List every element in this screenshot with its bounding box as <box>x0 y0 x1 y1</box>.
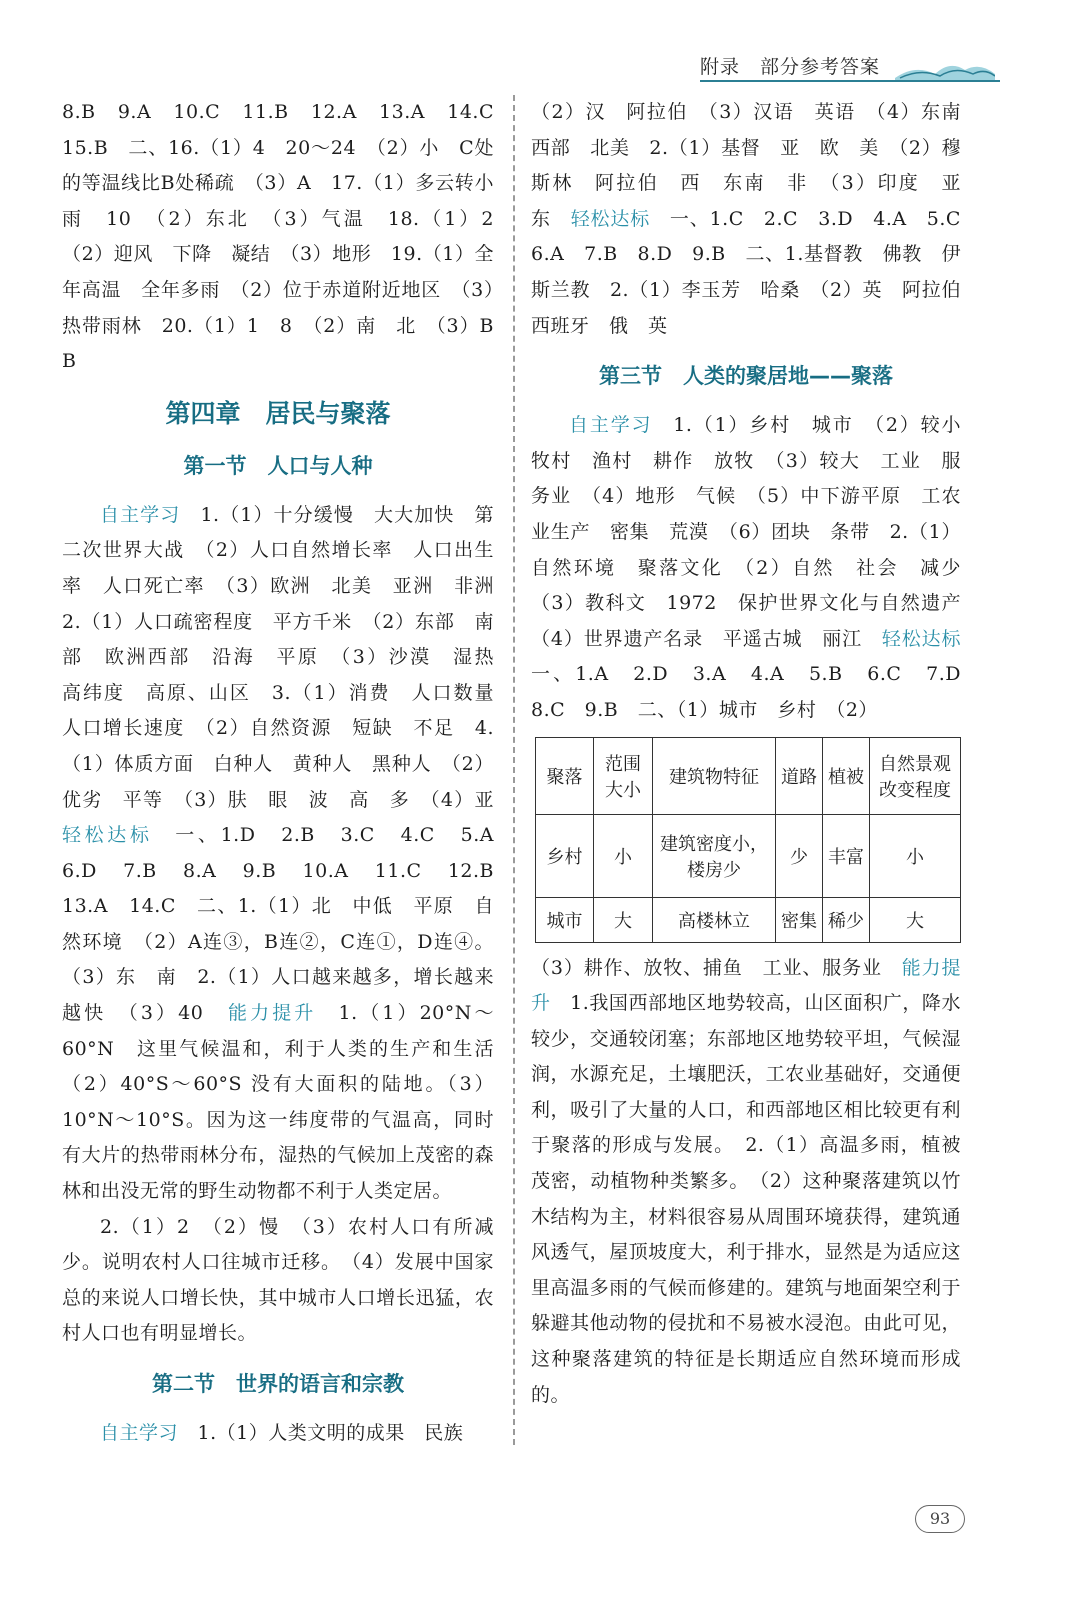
table-cell: 城市 <box>536 897 594 942</box>
answers-text: （2）汉 阿拉伯 （3）汉语 英语 （4）东南 西部 北美 2.（1）基督 亚 欧 美 （2）穆斯林 阿拉伯 西 东南 非 （3）印度 亚 东 <box>531 101 981 230</box>
label-easy: 轻松达标 <box>62 824 153 847</box>
label-advanced: 能力提升 <box>531 956 961 1015</box>
table-cell: 乡村 <box>536 814 594 897</box>
right-column <box>531 95 981 1413</box>
answers-text: 一、1.C 2.C 3.D 4.A 5.C 6.A 7.B 8.D 9.B 二、1.基督教 佛教 伊斯兰教 2.（1）李玉芳 哈桑 （2）英 阿拉伯 西班牙 俄 英 <box>531 207 981 337</box>
section-title: 第三节 人类的聚居地——聚落 <box>599 364 893 389</box>
answers-text: 1.（1）十分缓慢 大大加快 第二次世界大战 （2）人口自然增长率 人口出生率 人口死亡率 （3）欧洲 北美 亚洲 非洲 2.（1）人口疏密程度 平方千米 （2）东部 南部 欧洲西部 沿海 平原 （3）沙漠 湿热 高纬度 高原、山区 3.（1）消费 人口数量 人口增长速度 （2）自然资源 短缺 不足 4.（1）体质方面 白种人 黄种人 黑种人 （2）优劣 平等 （3）肤 眼 波 高 多 （4）亚 <box>62 503 514 811</box>
section-title: 第一节 人口与人种 <box>183 453 373 478</box>
label-easy: 轻松达标 <box>881 627 961 650</box>
answers-text: 1.我国西部地区地势较高，山区面积广，降水较少，交通较闭塞；东部地区地势较平坦，气候湿润，水源充足，土壤肥沃，工农业基础好，交通便利，吸引了大量的人口，和西部地区相比较更有利于聚落的形成与发展。 2.（1）高温多雨，植被茂密，动植物种类繁多。 （2）这种聚落建筑以竹木结构为主，材料很容易从周围环境获得，建筑通风透气，屋顶坡度大，利于排水，显然是为适应这里高温多雨的气候而修建的。建筑与地面架空利于躲避其他动物的侵扰和不易被水浸泡。由此可见，这种聚落建筑的特征是长期适应自然环境而形成的。 <box>531 992 961 1406</box>
table-row <box>536 897 961 942</box>
table-cell: 稀少 <box>823 897 870 942</box>
answers-text: （3）耕作、放牧、捕鱼 工业、服务业 <box>531 956 902 979</box>
table-header: 自然景观改变程度 <box>870 737 961 814</box>
page-header <box>700 52 1000 82</box>
table-cell: 少 <box>776 814 823 897</box>
answers-text: 一、1.D 2.B 3.C 4.C 5.A 6.D 7.B 8.A 9.B 10.A 11.C 12.B 13.A 14.C 二、1.（1）北 中低 平原 自然环境 （2）A连③，B连②，C连①，D连④。（3）东 南 2.（1）人口越来越多，增长越来越快 （3）40 <box>62 824 514 1025</box>
header-rule <box>700 80 1000 82</box>
answers-text: 1.（1）乡村 城市 （2）较小 牧村 渔村 耕作 放牧 （3）较大 工业 服务业 （4）地形 气候 （5）中下游平原 工农业生产 密集 荒漠 （6）团块 条带 2.（1）自然环境 聚落文化 （2）自然 社会 减少 （3）教科文 1972 保护世界文化与自然遗产 （4）世界遗产名录 平遥古城 丽江 <box>531 414 981 650</box>
left-column <box>62 95 514 1452</box>
table-cell: 小 <box>594 814 653 897</box>
answers-paragraph <box>531 408 981 728</box>
answers-paragraph: 2.（1）2 （2）慢 （3）农村人口有所减少。说明农村人口往城市迁移。 （4）发展中国家总的来说人口增长快，其中城市人口增长迅猛，农村人口也有明显增长。 <box>62 1215 494 1345</box>
table-header: 聚落 <box>536 737 594 814</box>
table-header: 道路 <box>776 737 823 814</box>
table-header-row <box>536 737 961 814</box>
table-cell: 大 <box>870 897 961 942</box>
table-cell: 小 <box>870 814 961 897</box>
table-cell: 密集 <box>776 897 823 942</box>
label-advanced: 能力提升 <box>228 1002 317 1025</box>
header-label: 附录 部分参考答案 <box>700 56 881 78</box>
settlement-comparison-table <box>535 737 961 943</box>
table-row <box>536 814 961 897</box>
answers-text: 1.（1）20°N～60°N 这里气候温和，利于人类的生产和生活 （2）40°S～60°S 没有大面积的陆地。（3）10°N～10°S。因为这一纬度带的气温高，同时有大片的热带雨林分布，湿热的气候加上茂密的森林和出没无常的野生动物都不利于人类定居。 <box>62 1002 514 1203</box>
label-self-study: 自主学习 <box>100 1422 179 1444</box>
label-easy: 轻松达标 <box>570 207 651 230</box>
answers-paragraph <box>531 95 981 344</box>
chapter-title: 第四章 居民与聚落 <box>165 398 391 428</box>
answers-text: 1.（1）人类文明的成果 民族 <box>197 1422 464 1444</box>
table-header: 范围大小 <box>594 737 653 814</box>
table-cell: 建筑密度小，楼房少 <box>653 814 776 897</box>
page-number: 93 <box>915 1505 965 1533</box>
answers-paragraph <box>62 498 514 1210</box>
table-cell: 大 <box>594 897 653 942</box>
table-cell: 丰富 <box>823 814 870 897</box>
answers-paragraph <box>62 1416 494 1452</box>
answers-paragraph <box>531 951 961 1414</box>
mountain-wave-icon <box>895 54 995 80</box>
table-header: 建筑物特征 <box>653 737 776 814</box>
section-title: 第二节 世界的语言和宗教 <box>152 1372 404 1396</box>
column-divider <box>513 95 515 1445</box>
table-header: 植被 <box>823 737 870 814</box>
answers-text: 一、1.A 2.D 3.A 4.A 5.B 6.C 7.D 8.C 9.B 二、（1）城市 乡村 （2） <box>531 663 981 721</box>
table-cell: 高楼林立 <box>653 897 776 942</box>
label-self-study: 自主学习 <box>100 503 181 526</box>
label-self-study: 自主学习 <box>569 414 653 437</box>
answers-paragraph: 8.B 9.A 10.C 11.B 12.A 13.A 14.C 15.B 二、16.（1）4 20～24 （2）小 C处的等温线比B处稀疏 （3）A 17.（1）多云转小雨 10 （2）东北 （3）气温 18.（1）2 （2）迎风 下降 凝结 （3）地形 19.（1）全年高温 全年多雨 （2）位于赤道附近地区 （3）热带雨林 20.（1）1 8 （2）南 北 （3）B B <box>62 101 514 373</box>
